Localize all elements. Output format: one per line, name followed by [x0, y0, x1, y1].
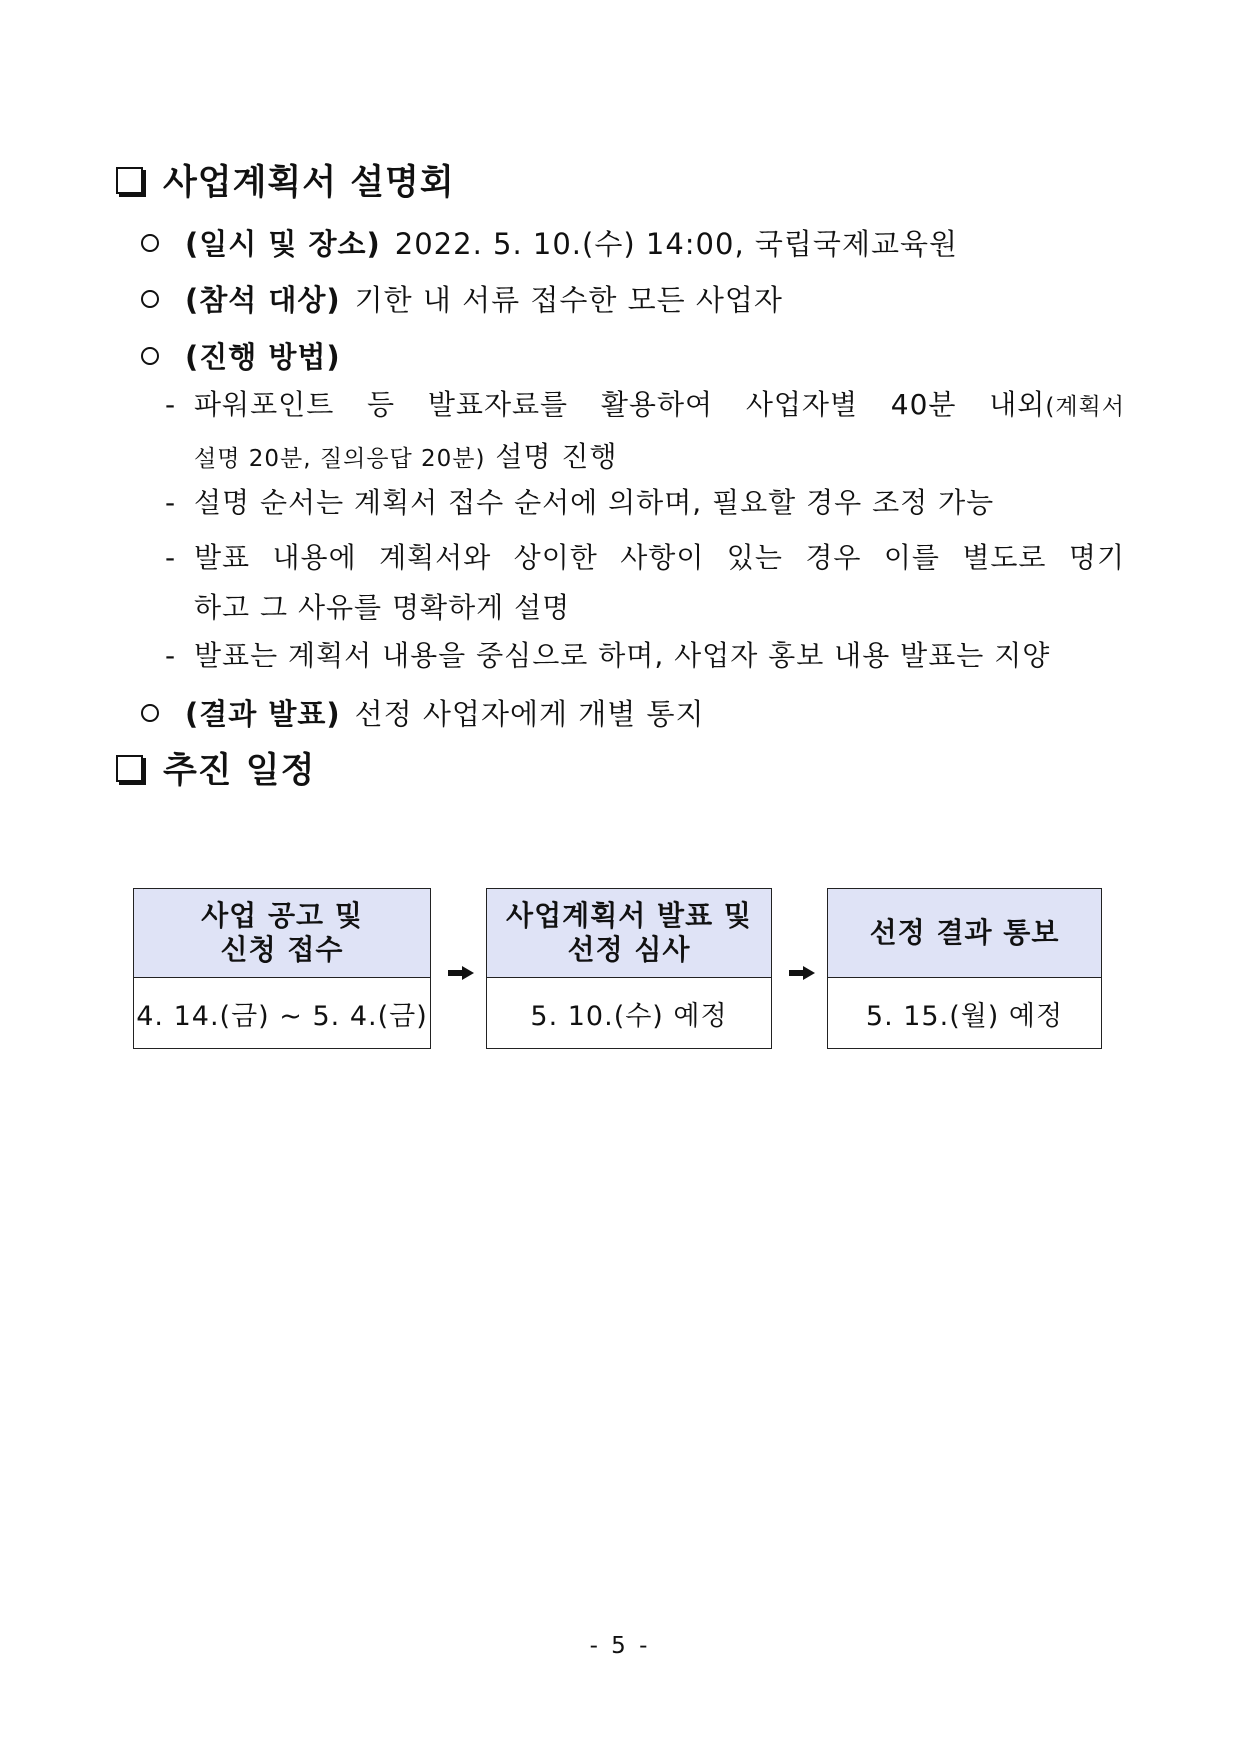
right-arrow-icon — [448, 966, 474, 980]
step-date: 5. 15.(월) 예정 — [865, 1000, 1064, 1032]
method-detail-2 — [165, 478, 1125, 528]
step-date: 5. 10.(수) 예정 — [530, 1000, 728, 1032]
item-label: (결과 발표) — [185, 697, 341, 731]
item-label: (진행 방법) — [185, 340, 341, 374]
item-text: 기한 내 서류 접수한 모든 사업자 — [354, 283, 783, 317]
item-label: (일시 및 장소) — [185, 227, 381, 261]
item-method — [141, 335, 355, 376]
item-label: (참석 대상) — [185, 283, 341, 317]
item-result — [141, 692, 704, 733]
circle-bullet-icon — [141, 347, 159, 365]
step-title-line: 선정 결과 통보 — [869, 916, 1060, 949]
step-title — [134, 889, 430, 978]
step-title-line: 신청 접수 — [220, 933, 344, 966]
circle-bullet-icon — [141, 234, 159, 252]
detail-text: 설명 진행 — [495, 440, 618, 473]
detail-small-text: (계획서 — [1045, 394, 1125, 420]
detail-small-text: 설명 20분, 질의응답 20분) — [194, 446, 486, 472]
dash-bullet: - — [165, 486, 177, 519]
detail-line-2 — [165, 432, 1125, 484]
right-arrow-icon — [789, 966, 815, 980]
detail-text: 설명 순서는 계획서 접수 순서에 의하며, 필요할 경우 조정 가능 — [194, 486, 995, 519]
method-detail-4 — [165, 631, 1125, 681]
section-heading-briefing — [116, 155, 455, 205]
schedule-step-2 — [486, 888, 772, 1049]
detail-text: 파워포인트 등 발표자료를 활용하여 사업자별 40분 내외 — [194, 388, 1046, 421]
step-date: 4. 14.(금) ~ 5. 4.(금) — [136, 1000, 428, 1032]
page-number: - 5 - — [589, 1633, 651, 1659]
item-text: 선정 사업자에게 개별 통지 — [354, 697, 705, 731]
detail-text: 발표는 계획서 내용을 중심으로 하며, 사업자 홍보 내용 발표는 지양 — [194, 639, 1051, 672]
step-title — [828, 889, 1101, 978]
detail-line-1: 발표 내용에 계획서와 상이한 사항이 있는 경우 이를 별도로 명기 — [194, 541, 1125, 574]
dash-bullet: - — [165, 639, 177, 672]
detail-line-1 — [165, 380, 1125, 432]
section-title: 추진 일정 — [163, 751, 316, 791]
method-detail-3 — [165, 533, 1125, 633]
dash-bullet: - — [165, 388, 177, 421]
item-text: 2022. 5. 10.(수) 14:00, 국립국제교육원 — [394, 227, 958, 261]
section-title: 사업계획서 설명회 — [163, 163, 455, 203]
schedule-step-3 — [827, 888, 1102, 1049]
method-detail-1 — [165, 380, 1125, 484]
checkbox-square-icon — [116, 167, 143, 194]
step-title-line: 사업 공고 및 — [201, 899, 363, 932]
step-title — [487, 889, 771, 978]
detail-line-2: 하고 그 사유를 명확하게 설명 — [194, 591, 571, 624]
item-date-place — [141, 222, 958, 263]
step-title-line: 선정 심사 — [567, 933, 691, 966]
schedule-step-1 — [133, 888, 431, 1049]
circle-bullet-icon — [141, 704, 159, 722]
section-heading-schedule — [116, 743, 315, 793]
step-title-line: 사업계획서 발표 및 — [506, 899, 752, 932]
item-attendees — [141, 278, 783, 319]
circle-bullet-icon — [141, 290, 159, 308]
checkbox-square-icon — [116, 755, 143, 782]
dash-bullet: - — [165, 541, 177, 574]
